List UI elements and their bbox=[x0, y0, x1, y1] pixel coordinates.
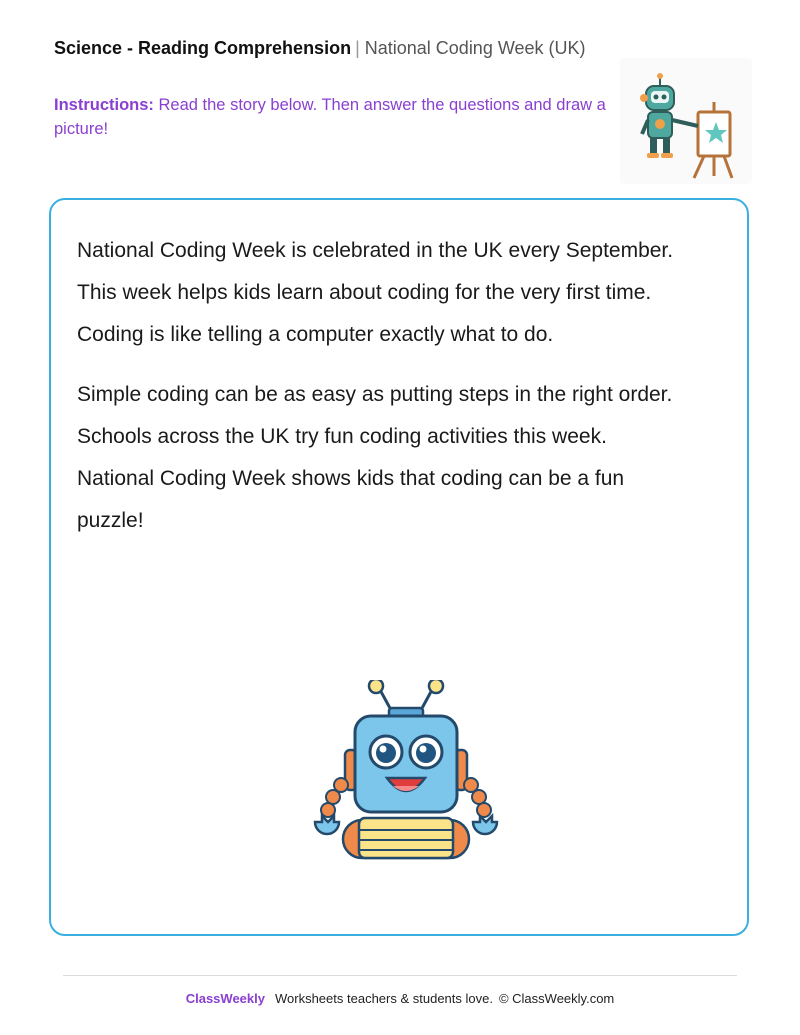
happy-robot-icon bbox=[301, 680, 511, 880]
footer-divider bbox=[63, 975, 737, 976]
instructions-text: Read the story below. Then answer the questions and draw a picture! bbox=[54, 96, 606, 138]
footer bbox=[0, 991, 800, 1006]
subject-title: Science - Reading Comprehension bbox=[54, 38, 352, 58]
story-paragraph-2: Simple coding can be as easy as putting steps in the right order. Schools across the UK try fun coding activities this week. National Coding Week shows kids that coding can be a fun puzzle! bbox=[77, 383, 673, 532]
story-paragraph-1: National Coding Week is celebrated in the UK every September. This week helps kids learn about coding for the very first time. Coding is like telling a computer exactly what to do. bbox=[77, 239, 674, 346]
footer-tagline: Worksheets teachers & students love. bbox=[274, 991, 493, 1006]
story-text bbox=[77, 230, 677, 560]
instructions-label: Instructions: bbox=[54, 96, 154, 114]
robot-painting-at-easel-icon bbox=[620, 58, 752, 184]
worksheet-header bbox=[54, 37, 606, 59]
header-separator: | bbox=[355, 38, 360, 58]
story-box bbox=[49, 198, 749, 936]
footer-copyright: © ClassWeekly.com bbox=[498, 991, 615, 1006]
footer-brand: ClassWeekly bbox=[185, 991, 265, 1006]
topic-title: National Coding Week (UK) bbox=[364, 38, 586, 58]
instructions bbox=[54, 93, 614, 141]
